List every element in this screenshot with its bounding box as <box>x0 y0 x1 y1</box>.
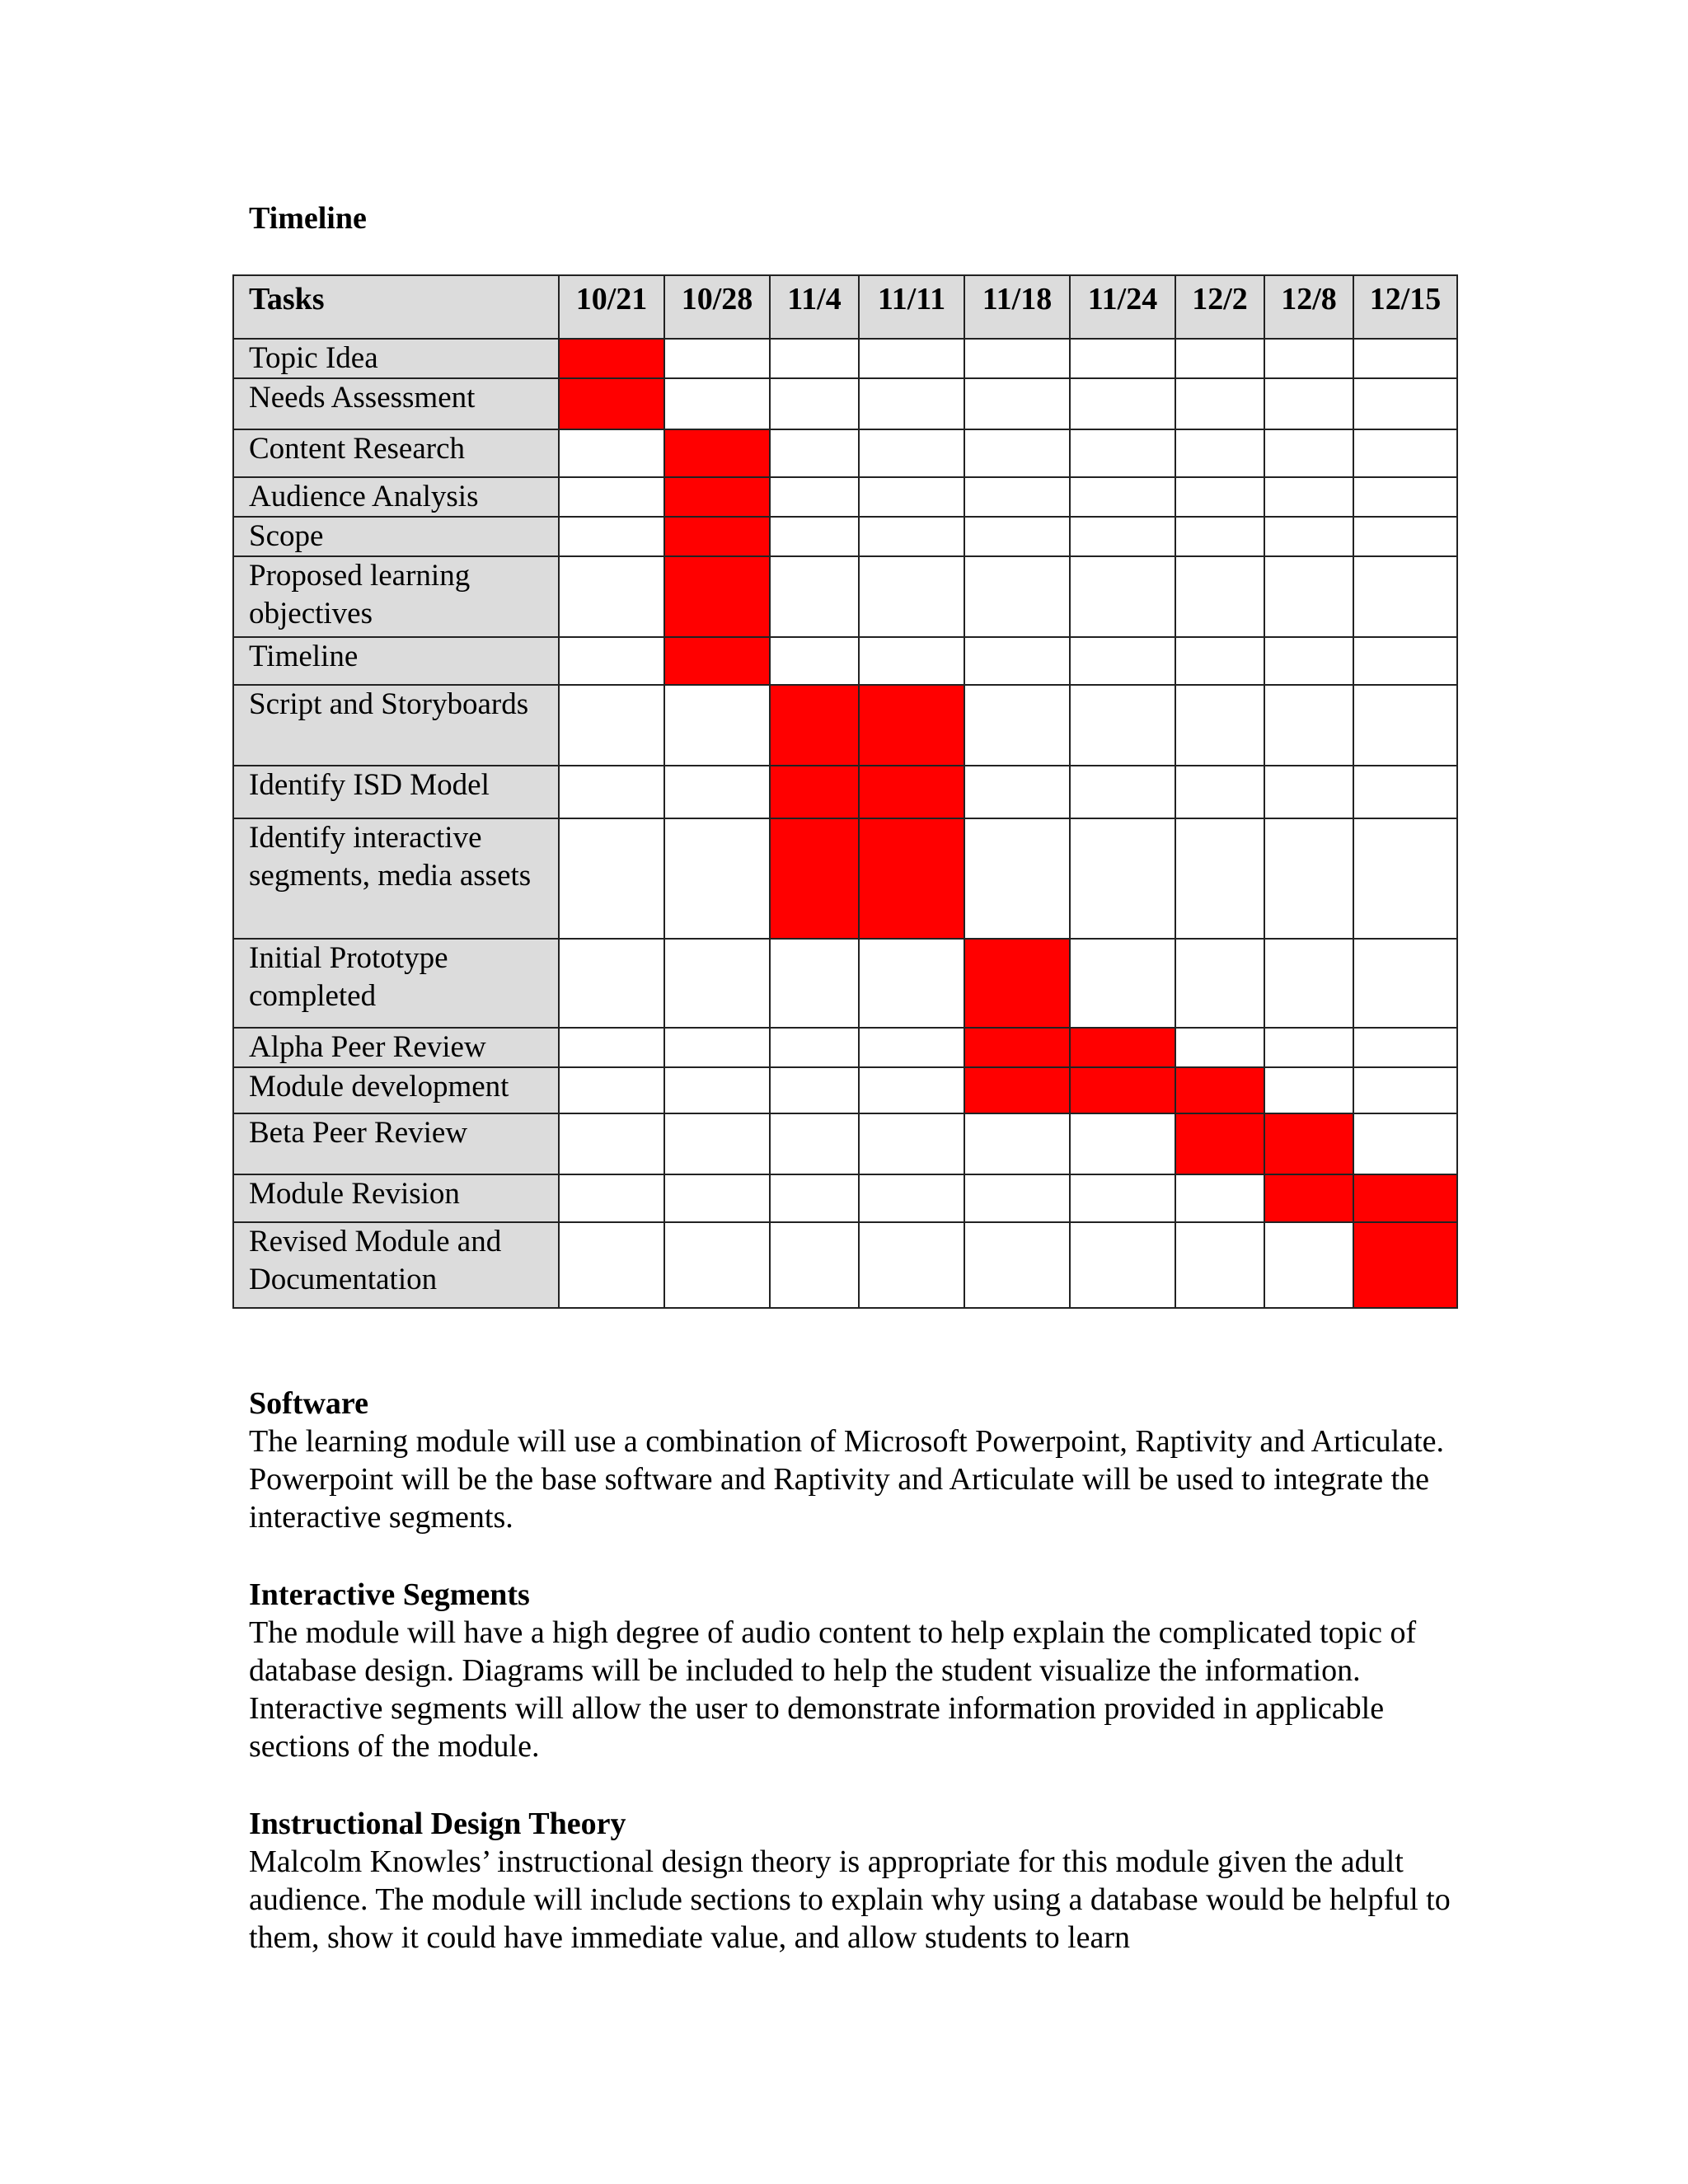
schedule-cell-active <box>964 939 1070 1028</box>
task-name-cell: Identify interactive segments, media assets <box>233 818 559 939</box>
schedule-cell <box>770 517 859 556</box>
schedule-cell <box>1175 378 1264 429</box>
schedule-cell-active <box>1264 1113 1353 1174</box>
schedule-cell <box>559 1222 664 1308</box>
interactive-segments-heading: Interactive Segments <box>249 1577 530 1612</box>
schedule-cell <box>559 556 664 637</box>
schedule-cell <box>1175 339 1264 378</box>
schedule-cell-active <box>664 429 770 477</box>
schedule-cell <box>1175 939 1264 1028</box>
tasks-column-header: Tasks <box>233 275 559 339</box>
schedule-cell <box>1175 517 1264 556</box>
schedule-cell <box>1070 766 1175 818</box>
schedule-cell <box>1070 339 1175 378</box>
schedule-cell-active <box>1070 1028 1175 1067</box>
schedule-cell-active <box>664 556 770 637</box>
schedule-cell-active <box>559 339 664 378</box>
schedule-cell <box>1264 1028 1353 1067</box>
schedule-cell <box>1070 1174 1175 1222</box>
schedule-cell-active <box>1264 1174 1353 1222</box>
schedule-cell <box>964 429 1070 477</box>
schedule-cell <box>559 477 664 517</box>
schedule-cell-active <box>664 637 770 685</box>
schedule-cell-active <box>859 685 964 766</box>
design-theory-paragraph: Malcolm Knowles’ instructional design theory is appropriate for this module given the adult audience. The module will include sections to explain why using a database would be helpful to them, show it could have immediate value, and allow students to learn <box>249 1844 1451 1955</box>
date-column-header: 11/18 <box>964 275 1070 339</box>
schedule-cell <box>964 556 1070 637</box>
schedule-cell-active <box>964 1028 1070 1067</box>
schedule-cell <box>770 378 859 429</box>
schedule-cell <box>859 339 964 378</box>
task-name-cell: Script and Storyboards <box>233 685 559 766</box>
schedule-cell <box>1070 1222 1175 1308</box>
interactive-segments-section <box>249 1576 1469 1765</box>
schedule-cell <box>1264 1067 1353 1113</box>
software-paragraph: The learning module will use a combination of Microsoft Powerpoint, Raptivity and Articulate. Powerpoint will be the base software and Raptivity and Articulate will be used to integrate the interactive segments. <box>249 1424 1445 1535</box>
schedule-cell <box>964 685 1070 766</box>
schedule-cell-active <box>1353 1174 1457 1222</box>
schedule-cell <box>1070 685 1175 766</box>
date-column-header: 12/8 <box>1264 275 1353 339</box>
schedule-cell <box>859 637 964 685</box>
schedule-cell <box>664 1067 770 1113</box>
table-row <box>233 517 1457 556</box>
schedule-cell <box>664 766 770 818</box>
schedule-cell <box>859 1222 964 1308</box>
task-name-cell: Timeline <box>233 637 559 685</box>
date-column-header: 11/4 <box>770 275 859 339</box>
design-theory-heading: Instructional Design Theory <box>249 1807 626 1841</box>
schedule-cell <box>770 477 859 517</box>
schedule-cell <box>1070 637 1175 685</box>
timeline-table-body <box>233 339 1457 1308</box>
schedule-cell <box>664 685 770 766</box>
schedule-cell <box>1353 517 1457 556</box>
schedule-cell <box>770 339 859 378</box>
schedule-cell <box>1175 685 1264 766</box>
schedule-cell <box>1264 378 1353 429</box>
schedule-cell <box>859 1028 964 1067</box>
interactive-segments-paragraph: The module will have a high degree of audio content to help explain the complicated topic of database design. Diagrams will be included to help the student visualize the information. Interactive segments will allow the user to demonstrate information provided in applicable sections of the module. <box>249 1615 1417 1764</box>
task-name-cell: Module Revision <box>233 1174 559 1222</box>
schedule-cell <box>770 939 859 1028</box>
schedule-cell-active <box>664 477 770 517</box>
schedule-cell <box>1353 429 1457 477</box>
schedule-cell <box>559 1174 664 1222</box>
schedule-cell <box>964 637 1070 685</box>
date-column-header: 10/21 <box>559 275 664 339</box>
task-name-cell: Module development <box>233 1067 559 1113</box>
schedule-cell <box>1070 517 1175 556</box>
schedule-cell <box>1353 818 1457 939</box>
schedule-cell <box>664 1113 770 1174</box>
schedule-cell <box>1264 339 1353 378</box>
schedule-cell <box>664 818 770 939</box>
schedule-cell-active <box>770 766 859 818</box>
table-row <box>233 939 1457 1028</box>
schedule-cell <box>859 477 964 517</box>
schedule-cell <box>1353 766 1457 818</box>
date-column-header: 11/24 <box>1070 275 1175 339</box>
task-name-cell: Identify ISD Model <box>233 766 559 818</box>
date-column-header: 12/2 <box>1175 275 1264 339</box>
task-name-cell: Initial Prototype completed <box>233 939 559 1028</box>
schedule-cell-active <box>770 685 859 766</box>
schedule-cell <box>1070 1113 1175 1174</box>
schedule-cell-active <box>964 1067 1070 1113</box>
schedule-cell <box>559 1067 664 1113</box>
schedule-cell <box>559 818 664 939</box>
schedule-cell <box>770 1028 859 1067</box>
schedule-cell <box>1353 1067 1457 1113</box>
schedule-cell <box>1353 685 1457 766</box>
table-row <box>233 556 1457 637</box>
timeline-heading: Timeline <box>249 201 367 236</box>
schedule-cell <box>770 556 859 637</box>
schedule-cell <box>559 517 664 556</box>
task-name-cell: Topic Idea <box>233 339 559 378</box>
date-column-header: 11/11 <box>859 275 964 339</box>
schedule-cell <box>1264 517 1353 556</box>
schedule-cell <box>964 378 1070 429</box>
schedule-cell <box>664 339 770 378</box>
task-name-cell: Revised Module and Documentation <box>233 1222 559 1308</box>
software-heading: Software <box>249 1386 368 1421</box>
schedule-cell <box>664 378 770 429</box>
schedule-cell <box>664 1222 770 1308</box>
schedule-cell-active <box>559 378 664 429</box>
schedule-cell <box>1264 429 1353 477</box>
date-column-header: 12/15 <box>1353 275 1457 339</box>
table-header-row <box>233 275 1457 339</box>
schedule-cell <box>964 1222 1070 1308</box>
schedule-cell <box>1353 556 1457 637</box>
schedule-cell <box>664 1174 770 1222</box>
schedule-cell <box>1264 556 1353 637</box>
task-name-cell: Beta Peer Review <box>233 1113 559 1174</box>
table-row <box>233 766 1457 818</box>
schedule-cell <box>1353 339 1457 378</box>
schedule-cell <box>1353 477 1457 517</box>
table-row <box>233 429 1457 477</box>
schedule-cell <box>1264 939 1353 1028</box>
design-theory-section <box>249 1805 1469 1957</box>
table-row <box>233 477 1457 517</box>
schedule-cell <box>1070 939 1175 1028</box>
schedule-cell <box>964 477 1070 517</box>
schedule-cell <box>559 429 664 477</box>
schedule-cell <box>664 939 770 1028</box>
schedule-cell <box>559 766 664 818</box>
schedule-cell-active <box>1070 1067 1175 1113</box>
schedule-cell <box>964 1113 1070 1174</box>
schedule-cell <box>1175 766 1264 818</box>
schedule-cell <box>1070 477 1175 517</box>
schedule-cell <box>770 1174 859 1222</box>
schedule-cell <box>1353 1028 1457 1067</box>
schedule-cell <box>1264 685 1353 766</box>
schedule-cell <box>1264 477 1353 517</box>
schedule-cell <box>1175 818 1264 939</box>
schedule-cell <box>1264 637 1353 685</box>
schedule-cell-active <box>1353 1222 1457 1308</box>
table-row <box>233 637 1457 685</box>
table-row <box>233 1028 1457 1067</box>
schedule-cell <box>1070 556 1175 637</box>
task-name-cell: Proposed learning objectives <box>233 556 559 637</box>
task-name-cell: Audience Analysis <box>233 477 559 517</box>
schedule-cell-active <box>770 818 859 939</box>
schedule-cell-active <box>664 517 770 556</box>
schedule-cell <box>859 1067 964 1113</box>
table-row <box>233 1222 1457 1308</box>
schedule-cell <box>1264 766 1353 818</box>
schedule-cell <box>859 1113 964 1174</box>
schedule-cell <box>1264 1222 1353 1308</box>
schedule-cell-active <box>1175 1067 1264 1113</box>
software-section <box>249 1385 1469 1536</box>
schedule-cell <box>964 766 1070 818</box>
schedule-cell <box>859 517 964 556</box>
schedule-cell <box>1175 637 1264 685</box>
task-name-cell: Content Research <box>233 429 559 477</box>
schedule-cell <box>1353 939 1457 1028</box>
date-column-header: 10/28 <box>664 275 770 339</box>
schedule-cell <box>859 1174 964 1222</box>
schedule-cell <box>964 339 1070 378</box>
schedule-cell <box>770 1222 859 1308</box>
table-row <box>233 1067 1457 1113</box>
schedule-cell <box>859 429 964 477</box>
schedule-cell <box>859 939 964 1028</box>
schedule-cell <box>559 1113 664 1174</box>
schedule-cell <box>1175 1028 1264 1067</box>
schedule-cell <box>1353 1113 1457 1174</box>
schedule-cell <box>770 1113 859 1174</box>
task-name-cell: Alpha Peer Review <box>233 1028 559 1067</box>
table-row <box>233 1174 1457 1222</box>
schedule-cell <box>1070 378 1175 429</box>
schedule-cell <box>559 1028 664 1067</box>
schedule-cell-active <box>1175 1113 1264 1174</box>
schedule-cell <box>1175 556 1264 637</box>
schedule-cell <box>770 1067 859 1113</box>
schedule-cell <box>1175 1174 1264 1222</box>
table-row <box>233 378 1457 429</box>
task-name-cell: Needs Assessment <box>233 378 559 429</box>
schedule-cell <box>964 818 1070 939</box>
schedule-cell <box>770 637 859 685</box>
schedule-cell <box>1175 429 1264 477</box>
schedule-cell-active <box>859 766 964 818</box>
schedule-cell <box>1070 429 1175 477</box>
schedule-cell <box>1353 378 1457 429</box>
task-name-cell: Scope <box>233 517 559 556</box>
schedule-cell <box>859 378 964 429</box>
schedule-cell-active <box>859 818 964 939</box>
schedule-cell <box>1264 818 1353 939</box>
schedule-cell <box>1070 818 1175 939</box>
table-row <box>233 685 1457 766</box>
schedule-cell <box>559 637 664 685</box>
schedule-cell <box>964 1174 1070 1222</box>
schedule-cell <box>559 939 664 1028</box>
schedule-cell <box>964 517 1070 556</box>
schedule-cell <box>859 556 964 637</box>
table-row <box>233 339 1457 378</box>
schedule-cell <box>664 1028 770 1067</box>
timeline-table <box>232 274 1458 1309</box>
schedule-cell <box>770 429 859 477</box>
table-row <box>233 1113 1457 1174</box>
schedule-cell <box>559 685 664 766</box>
schedule-cell <box>1175 1222 1264 1308</box>
schedule-cell <box>1353 637 1457 685</box>
table-row <box>233 818 1457 939</box>
schedule-cell <box>1175 477 1264 517</box>
